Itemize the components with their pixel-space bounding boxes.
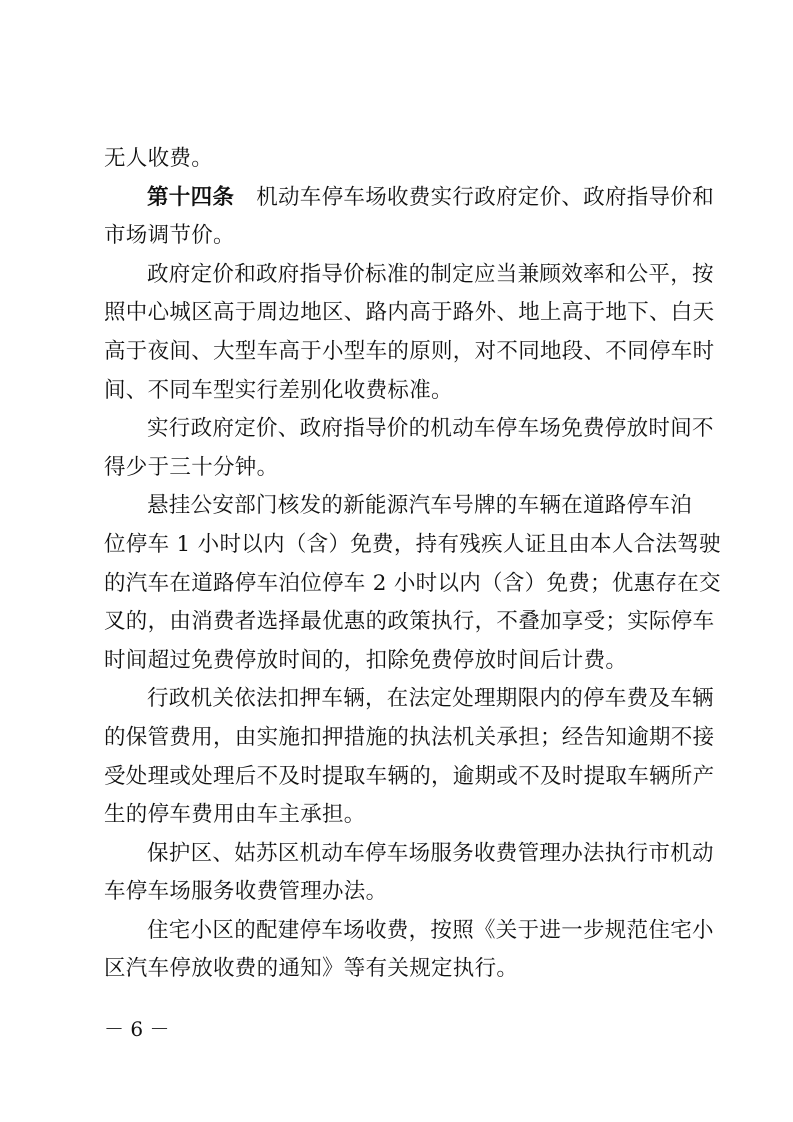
text-line: 受处理或处理后不及时提取车辆的，逾期或不及时提取车辆所产 <box>104 763 715 789</box>
article-heading: 第十四条 <box>147 184 235 210</box>
text-line: 位停车 1 小时以内（含）免费，持有残疾人证且由本人合法驾驶 <box>104 531 721 557</box>
text-line: 时间超过免费停放时间的，扣除免费停放时间后计费。 <box>104 647 628 673</box>
text-line: 生的停车费用由车主承担。 <box>104 802 366 828</box>
text-line: 区汽车停放收费的通知》等有关规定执行。 <box>104 956 519 982</box>
text-line: 间、不同车型实行差别化收费标准。 <box>104 377 453 403</box>
text-line: 实行政府定价、政府指导价的机动车停车场免费停放时间不 <box>147 416 714 442</box>
text-line: 照中心城区高于周边地区、路内高于路外、地上高于地下、白天 <box>104 300 715 326</box>
text-line: 高于夜间、大型车高于小型车的原则，对不同地段、不同停车时 <box>104 338 715 364</box>
text-line: 叉的，由消费者选择最优惠的政策执行，不叠加享受；实际停车 <box>104 609 715 635</box>
page-number: － 6 － <box>104 1017 170 1041</box>
text-line: 无人收费。 <box>104 146 214 171</box>
text-line: 行政机关依法扣押车辆，在法定处理期限内的停车费及车辆 <box>147 686 714 712</box>
text-line: 住宅小区的配建停车场收费，按照《关于进一步规范住宅小 <box>147 917 714 943</box>
text-line: 市场调节价。 <box>104 223 235 249</box>
text-line: 得少于三十分钟。 <box>104 454 279 480</box>
text-line: 悬挂公安部门核发的新能源汽车号牌的车辆在道路停车泊 <box>147 493 693 519</box>
text-line: 政府定价和政府指导价标准的制定应当兼顾效率和公平，按 <box>147 261 714 287</box>
text-line: 的保管费用，由实施扣押措施的执法机关承担；经告知逾期不接 <box>104 724 715 750</box>
text-line: 车停车场服务收费管理办法。 <box>104 879 388 905</box>
article-14-first-line <box>104 179 715 218</box>
document-body <box>104 140 721 989</box>
text-line: 的汽车在道路停车泊位停车 2 小时以内（含）免费；优惠存在交 <box>104 570 721 596</box>
text-line: 保护区、姑苏区机动车停车场服务收费管理办法执行市机动 <box>147 840 714 866</box>
text-line: 机动车停车场收费实行政府定价、政府指导价和 <box>256 184 715 210</box>
